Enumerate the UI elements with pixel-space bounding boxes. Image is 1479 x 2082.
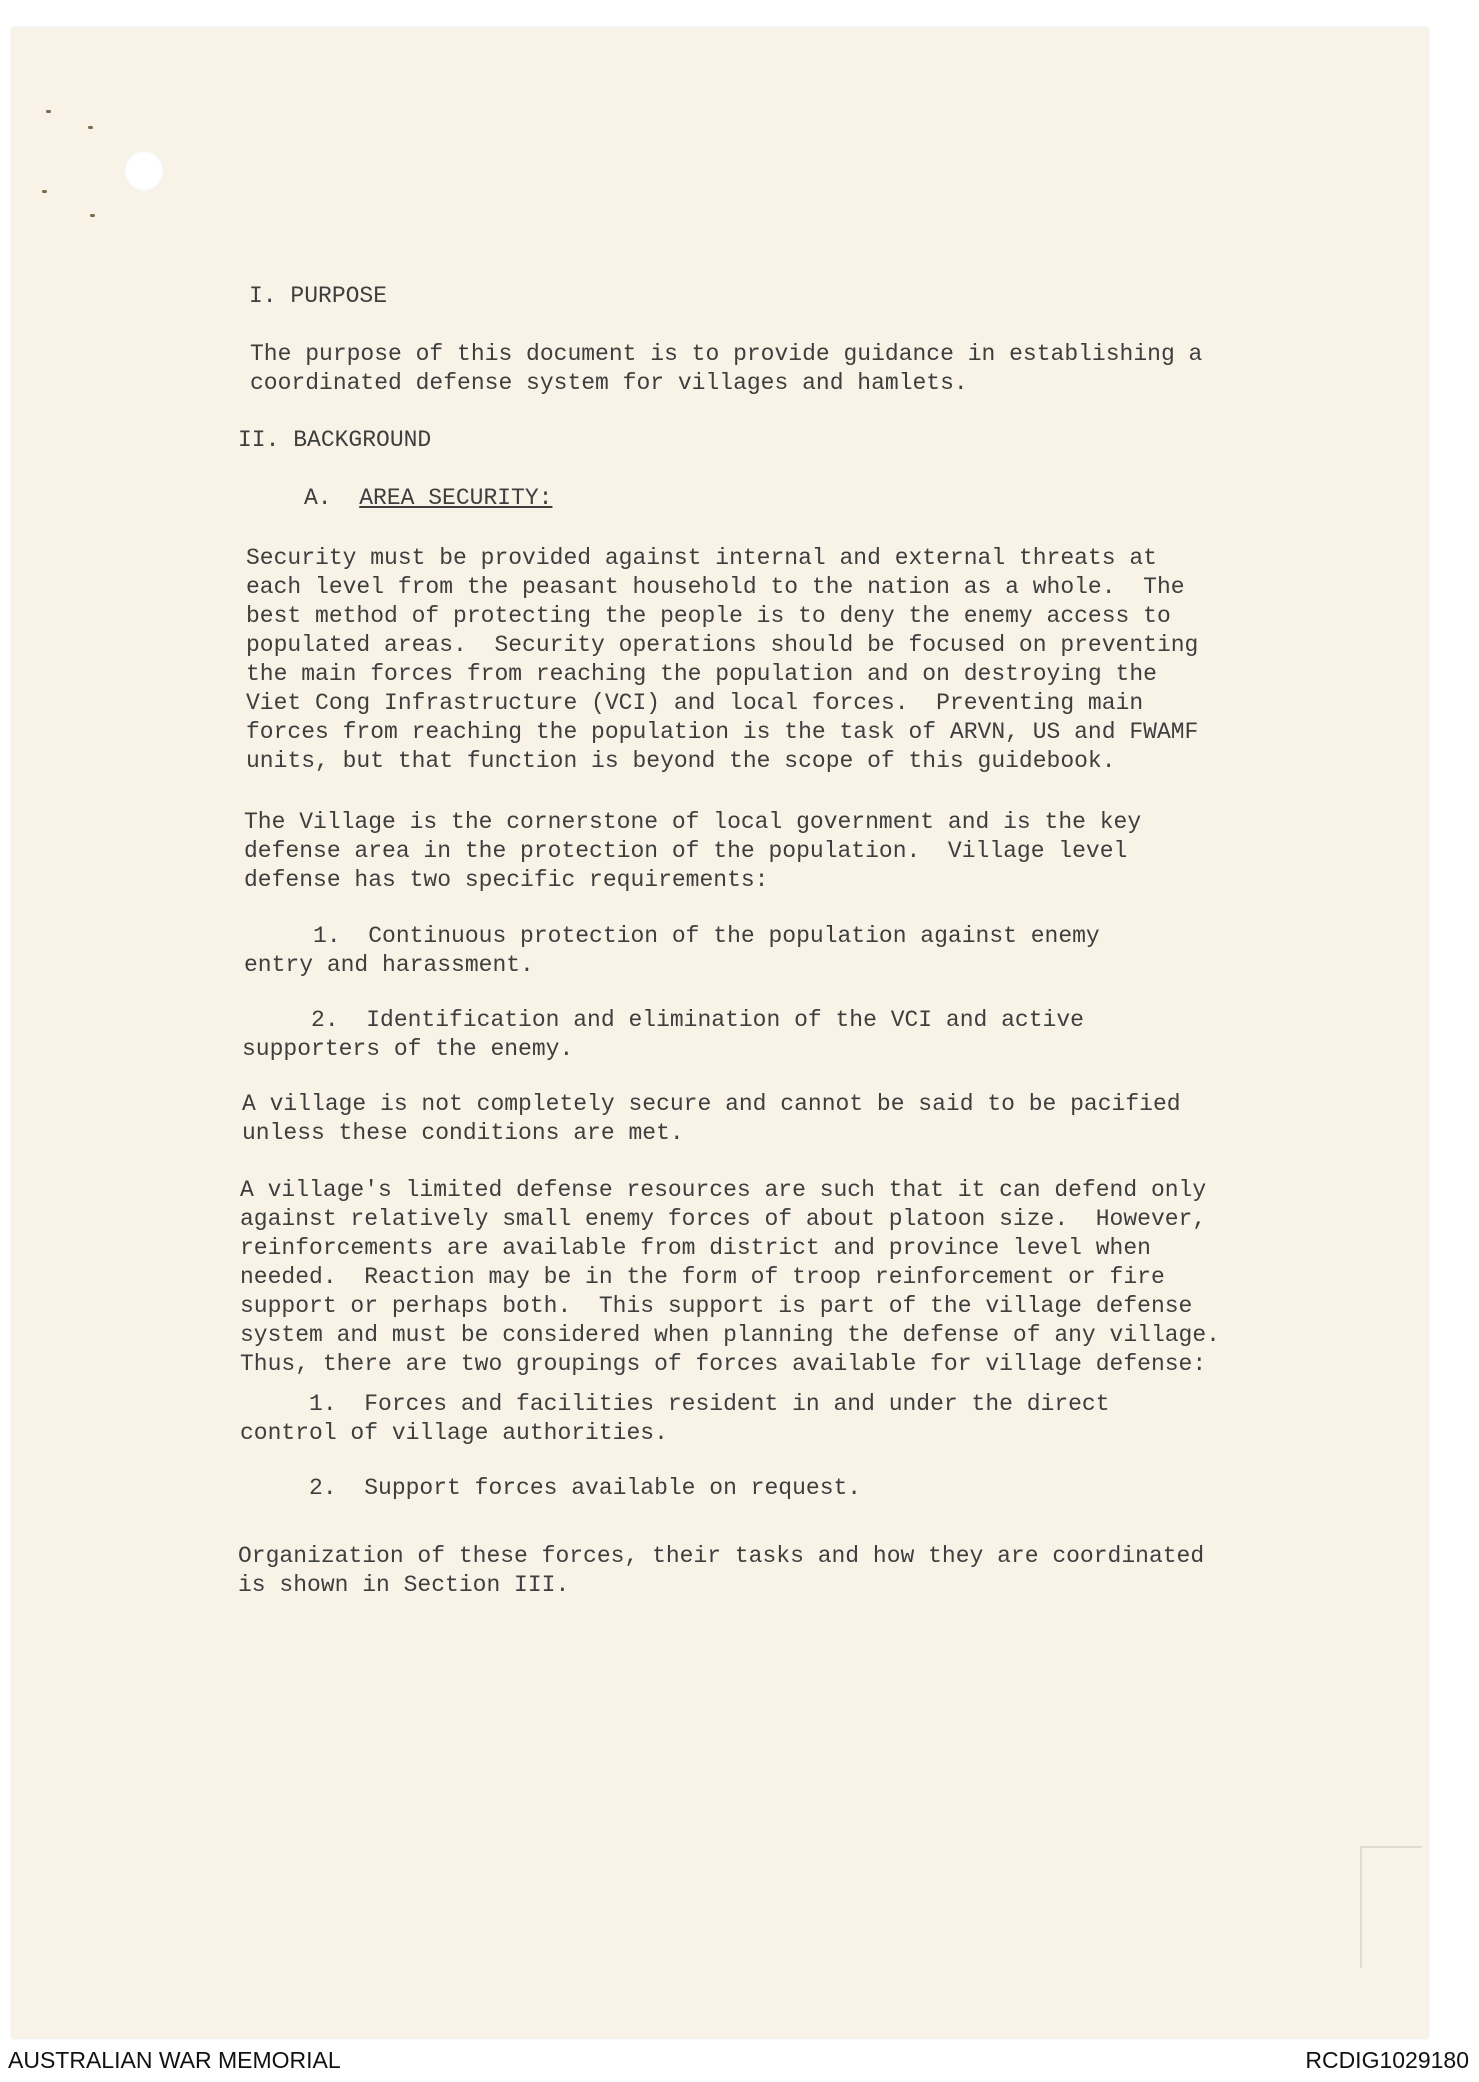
footer-reference-id: RCDIG1029180 [1305, 2047, 1469, 2073]
corner-mark [1360, 1846, 1422, 1968]
punch-hole [124, 150, 164, 192]
not-secure-paragraph: A village is not completely secure and cannot be said to be pacified unless these conditions are met. [242, 1091, 1181, 1146]
requirement-2: 2. Identification and elimination of the VCI and active supporters of the enemy. [242, 1007, 1084, 1062]
group-1: 1. Forces and facilities resident in and under the direct control of village authorities. [240, 1391, 1110, 1446]
section-2-heading: II. BACKGROUND [238, 427, 432, 453]
subsection-a-heading: A. AREA SECURITY: [304, 485, 553, 511]
requirement-1: 1. Continuous protection of the population against enemy entry and harassment. [244, 923, 1100, 978]
speck [88, 126, 93, 129]
group-2: 2. Support forces available on request. [240, 1475, 862, 1501]
speck [90, 214, 95, 217]
security-paragraph: Security must be provided against internal and external threats at each level from the peasant household to the nation as a whole. The best method of protecting the people is to deny the enemy access to populated areas. Security operations should be focused on preventing the main forces from reaching the population and on destroying the Viet Cong Infrastructure (VCI) and local forces. Preventing main forces from reaching the population is the task of ARVN, US and FWAMF units, but that function is beyond the scope of this guidebook. [246, 545, 1199, 774]
footer-archive-name: AUSTRALIAN WAR MEMORIAL [8, 2047, 341, 2073]
speck [42, 190, 47, 193]
purpose-paragraph: The purpose of this document is to provide guidance in establishing a coordinated defense system for villages and hamlets. [250, 341, 1203, 396]
speck [46, 110, 51, 113]
resources-paragraph: A village's limited defense resources are such that it can defend only against relatively small enemy forces of about platoon size. However, reinforcements are available from district and province level when needed. Reaction may be in the form of troop reinforcement or fire support or perhaps both. This support is part of the village defense system and must be considered when planning the defense of any village. Thus, there are two groupings of forces available for village defense: [240, 1177, 1220, 1377]
organization-paragraph: Organization of these forces, their tasks and how they are coordinated is shown in Section III. [238, 1543, 1205, 1598]
section-1-heading: I. PURPOSE [249, 283, 388, 309]
village-paragraph: The Village is the cornerstone of local government and is the key defense area in the protection of the population. Village level defense has two specific requirements: [244, 809, 1142, 893]
document-page [12, 28, 1428, 2038]
